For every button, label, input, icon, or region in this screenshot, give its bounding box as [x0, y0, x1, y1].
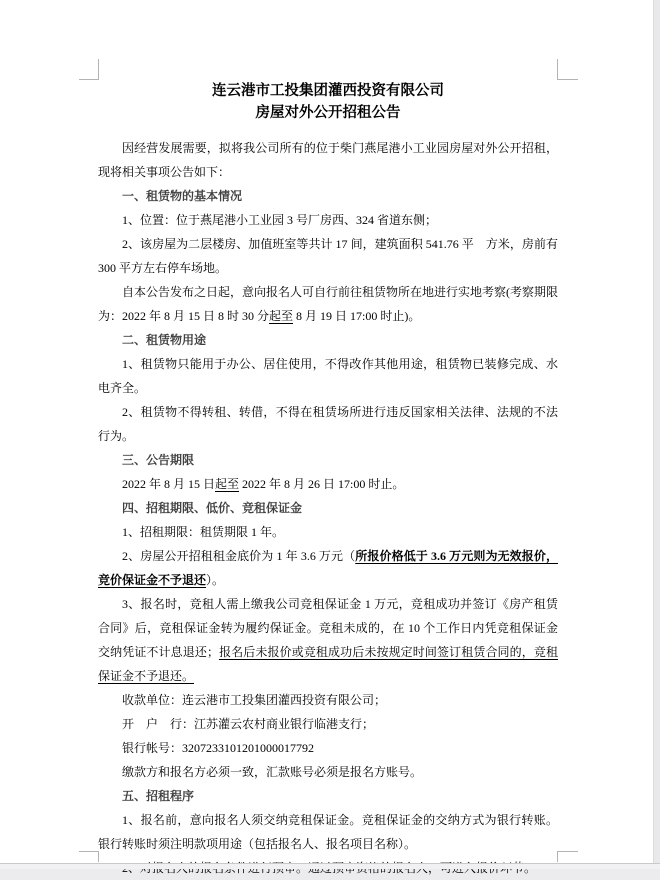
- text-run: 2、房屋公开招租租金底价为 1 年 3.6 万元（: [122, 549, 356, 563]
- underlined-text-run: 起至: [269, 309, 294, 323]
- text-boundary-mark-top-right: [557, 59, 578, 80]
- document-text-area[interactable]: [98, 80, 558, 880]
- text-run: 2022 年 8 月 15 日: [122, 477, 216, 491]
- clause-1-2: 2、该房屋为二层楼房、加值班室等共计 17 间，建筑面积 541.76 平 方米，房前有 300 平方左右停车场地。: [98, 237, 558, 275]
- underlined-text-run: 报名后未报价或竞租成功后未按规定时间签订租赁合同的，竞租保证金不予退还。: [98, 645, 558, 683]
- window-edge-bottom: [0, 863, 660, 869]
- section-2-heading: 二、租赁物用途: [122, 333, 207, 347]
- text-run: 自本公告发布之日起，意向报名人可自行前往租赁物所在地进行实地考察(考察期限为：2022 年 8 月 15 日 8 时 30 分: [98, 285, 558, 323]
- clause-4-3: [98, 592, 558, 688]
- document-title-block: [98, 80, 558, 124]
- clause-2-2: 2、租赁物不得转租、转借，不得在租赁场所进行违反国家相关法律、法规的不法行为。: [98, 405, 558, 443]
- bold-underlined-text-run: 所报价格低于 3.6 万元则为无效报价，竞价保证金不予退还: [98, 549, 558, 587]
- intro-paragraph: 因经营发展需要，拟将我公司所有的位于柴门燕尾港小工业园房屋对外公开招租，现将相关事项公告如下：: [98, 141, 558, 179]
- clause-5-1: 1、报名前，意向报名人须交纳竞租保证金。竞租保证金的交纳方式为银行转账。银行转账时须注明款项用途（包括报名人、报名项目名称）。: [98, 813, 558, 851]
- underlined-text-run: 起至: [215, 477, 240, 491]
- text-boundary-mark-top-left: [79, 59, 99, 80]
- doc-title-line-1: 连云港市工投集团灌西投资有限公司: [212, 83, 444, 99]
- clause-3-1: [98, 472, 558, 496]
- text-run: 8 月 19 日 17:00 时止)。: [293, 309, 421, 323]
- clause-2-1: 1、租赁物只能用于办公、居住使用，不得改作其他用途，租赁物已装修完成、水电齐全。: [98, 357, 558, 395]
- clause-4-2: [98, 544, 558, 592]
- clause-1-3: [98, 280, 558, 328]
- text-run: 3、报名时，竞租人需上缴我公司竞租保证金 1 万元，竞租成功并签订《房产租赁合同》后，竞租保证金转为履约保证金。竞租未成的，在 10 个工作日内凭竞租保证金交纳凭证不计息退还；: [98, 597, 558, 659]
- payment-note-line: 缴款方和报名方必须一致，汇款账号必须是报名方账号。: [122, 765, 423, 779]
- clause-4-1: 1、招租期限：租赁期限 1 年。: [122, 525, 285, 539]
- section-1-heading: 一、租赁物的基本情况: [122, 189, 243, 203]
- section-3-heading: 三、公告期限: [122, 453, 195, 467]
- doc-title-line-2: 房屋对外公开招租公告: [255, 105, 401, 121]
- text-run: 2022 年 8 月 26 日 17:00 时止。: [239, 477, 405, 491]
- bank-line: 开 户 行：江苏灌云农村商业银行临港支行；: [122, 717, 375, 731]
- section-4-heading: 四、招租期限、低价、竞租保证金: [122, 501, 303, 515]
- section-5-heading: 五、招租程序: [122, 789, 195, 803]
- text-boundary-mark-bottom-left: [79, 851, 99, 862]
- account-number-line: 银行帐号：3207233101201000017792: [122, 741, 315, 755]
- payee-line: 收款单位：连云港市工投集团灌西投资有限公司；: [122, 693, 387, 707]
- clause-1-1: 1、位置：位于燕尾港小工业园 3 号厂房西、324 省道东侧；: [122, 213, 438, 227]
- text-run: ）。: [206, 573, 225, 587]
- window-edge-right: [653, 0, 660, 869]
- text-boundary-mark-bottom-right: [557, 851, 578, 862]
